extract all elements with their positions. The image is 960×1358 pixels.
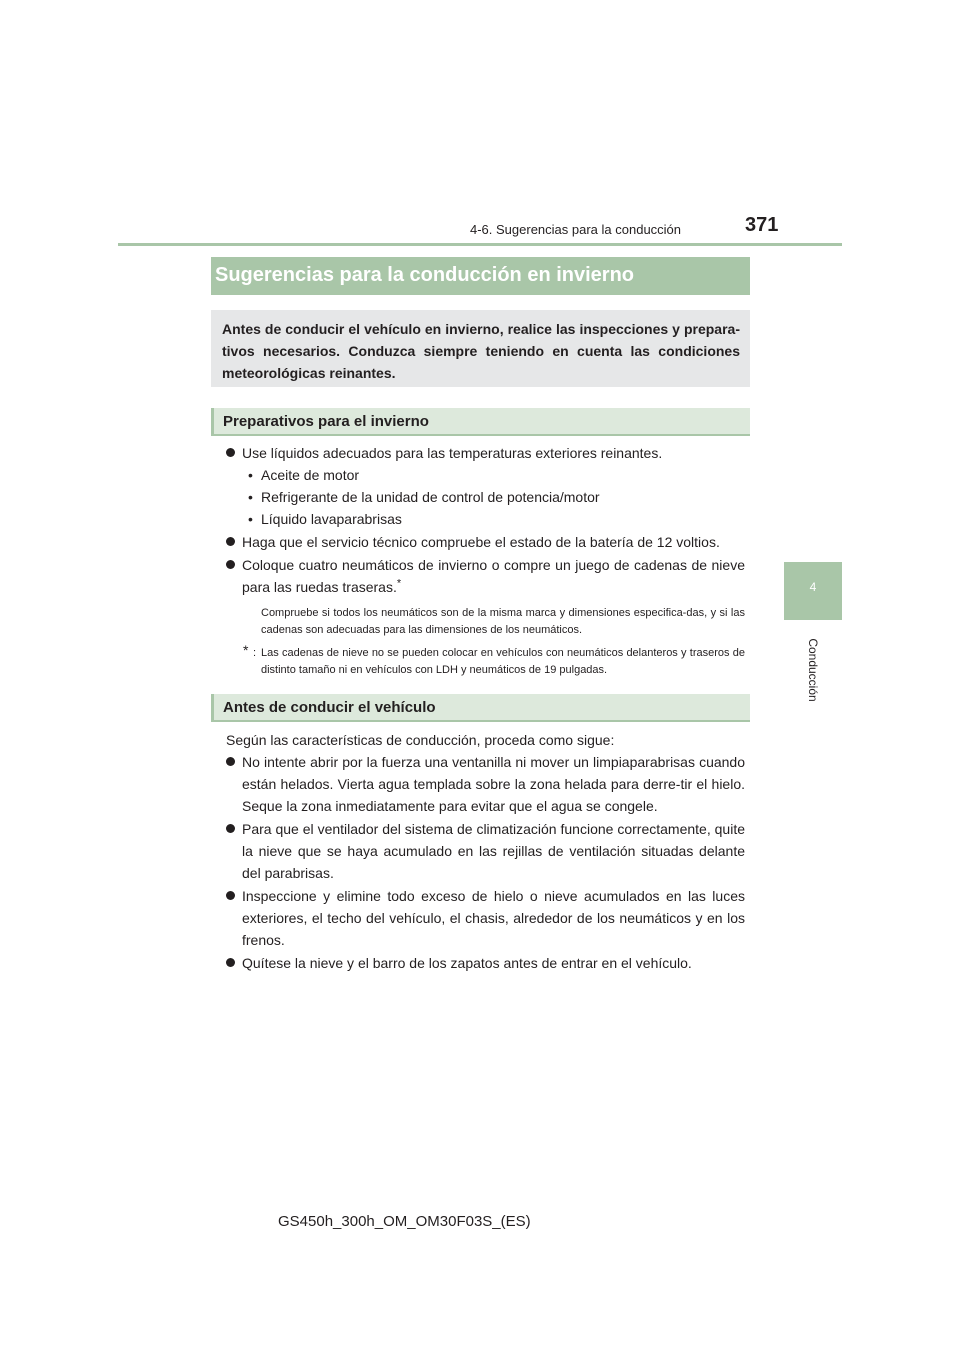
footnote-marker: * (243, 642, 249, 658)
chapter-number: 4 (809, 580, 817, 594)
heading-accent-bar (211, 408, 214, 434)
intro-text: Antes de conducir el vehículo en invierno, realice las inspecciones y prepara-tivos necesarios. Conduzca siempre teniendo en cuenta las condiciones meteorológicas reinantes. (222, 321, 740, 381)
bullet-icon (226, 448, 235, 457)
list-item (242, 554, 745, 598)
section-heading-text: Preparativos para el invierno (223, 413, 429, 430)
bullet-icon (226, 537, 235, 546)
document-code-footer: GS450h_300h_OM_OM30F03S_(ES) (278, 1213, 531, 1230)
footnote-colon: : (253, 647, 257, 659)
bullet-icon (226, 560, 235, 569)
footnote-marker: * (396, 577, 402, 590)
list-item: Use líquidos adecuados para las temperaturas exteriores reinantes. (242, 445, 663, 461)
footnote-text: Las cadenas de nieve no se pueden colocar en vehículos con neumáticos delanteros y traseros de distinto tamaño ni en vehículos con LDH y neumáticos de 19 pulgadas. (261, 647, 745, 676)
note-text: Compruebe si todos los neumáticos son de la misma marca y dimensiones especifica-das, y si las cadenas son adecuadas para las dimensiones de los neumáticos. (261, 607, 745, 636)
section-heading-preparativos (211, 408, 750, 436)
sub-bullet-icon: • (248, 511, 253, 527)
sub-list-item: Líquido lavaparabrisas (261, 511, 402, 527)
heading-accent-bar (211, 694, 214, 720)
sub-bullet-icon: • (248, 489, 253, 505)
section-heading-text: Antes de conducir el vehículo (223, 699, 436, 716)
bullet-icon (226, 757, 235, 766)
bullet-icon (226, 891, 235, 900)
list-item: Para que el ventilador del sistema de climatización funcione correctamente, quite la nieve que se haya acumulado en las rejillas de ventilación situadas delante del parabrisas. (242, 821, 745, 881)
intro-box (211, 310, 750, 387)
chapter-label-container (784, 632, 842, 712)
list-item-text: Coloque cuatro neumáticos de invierno o compre un juego de cadenas de nieve para las ruedas traseras. (242, 557, 745, 595)
list-item: No intente abrir por la fuerza una ventanilla ni mover un limpiaparabrisas cuando están helados. Vierta agua templada sobre la zona helada para derre-tir el hielo. Seque la zona inmediatamente para evitar que el agua se congele. (242, 754, 745, 814)
chapter-label: Conducción (806, 638, 820, 702)
chapter-tab (784, 562, 842, 620)
sub-bullet-icon: • (248, 467, 253, 483)
page-title: Sugerencias para la conducción en invierno (215, 264, 635, 286)
header-rule (118, 243, 842, 246)
section-lead: Según las características de conducción, proceda como sigue: (226, 732, 615, 748)
section-heading-antes (211, 694, 750, 722)
page-title-bar (211, 257, 750, 295)
list-item: Haga que el servicio técnico compruebe el estado de la batería de 12 voltios. (242, 534, 720, 550)
list-item: Quítese la nieve y el barro de los zapatos antes de entrar en el vehículo. (242, 955, 692, 971)
sub-list-item: Aceite de motor (261, 467, 360, 483)
running-header: 4-6. Sugerencias para la conducción (470, 222, 682, 237)
bullet-icon (226, 958, 235, 967)
sub-list-item: Refrigerante de la unidad de control de potencia/motor (261, 489, 600, 505)
page-number: 371 (745, 214, 779, 236)
list-item: Inspeccione y elimine todo exceso de hielo o nieve acumulados en las luces exteriores, el techo del vehículo, el chasis, alrededor de los neumáticos y en los frenos. (242, 888, 745, 948)
bullet-icon (226, 824, 235, 833)
